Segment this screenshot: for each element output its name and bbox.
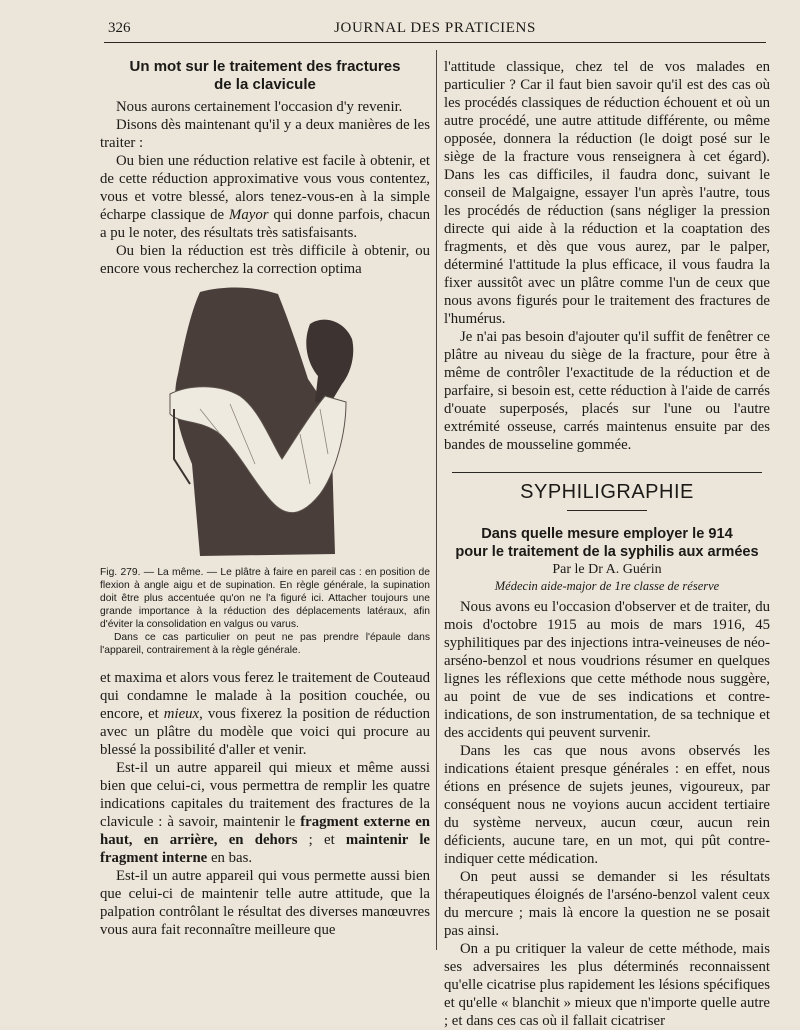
section-title: SYPHILIGRAPHIE: [452, 472, 762, 504]
paragraph: [100, 759, 430, 867]
author-byline: Par le Dr A. Guérin: [552, 562, 662, 577]
bold-text: fragment externe en haut, en arrière, en dehors: [100, 814, 430, 848]
figure-illustration: [100, 284, 430, 562]
page-number: 326: [108, 20, 131, 36]
article-title: [444, 525, 770, 561]
emphasis: Mayor: [229, 207, 269, 223]
section-rule: [567, 510, 647, 511]
author-rank: Médecin aide-major de 1re classe de réserve: [494, 579, 720, 593]
paragraph: Dans les cas que nous avons observés les indications étaient presque générales : en effet, nous étions en présence de sujets jeunes, vigoureux, par conséquent nous ne voyions aucun accident tertiaire du système nerveux, aucun cœur, aucun rein déficients, aucune tare, en un mot, qui pût contre-indiquer cette médication.: [444, 743, 770, 867]
column-divider: [436, 50, 437, 950]
article-title-line-2: pour le traitement de la syphilis aux armées: [455, 544, 759, 560]
paragraph: Nous aurons certainement l'occasion d'y revenir.: [116, 99, 403, 115]
text-run: qui donne parfois, chacun a pu le noter, des résultats très satisfaisants.: [100, 207, 431, 241]
paragraph: Ou bien la réduction est très difficile à obtenir, ou encore vous recherchez la correction optima: [100, 243, 430, 277]
figure-caption: [100, 566, 430, 657]
article-title-line-1: Dans quelle mesure employer le 914: [481, 526, 733, 542]
running-header: [100, 18, 770, 40]
text-run: ; et: [297, 832, 346, 848]
caption-text: Fig. 279. — La même. — Le plâtre à faire en pareil cas : en position de flexion à angle aigu et de supination. En règle générale, la supination doit être plus accentuée qu'on ne l'a figuré ici. Attacher toujours une grande importance à la réduction des déplacements latéraux, afin d'éviter la consolidation en valgus ou varus.: [100, 567, 430, 630]
text-run: Est-il un autre appareil qui mieux et même aussi bien que celui-ci, vous permettra de remplir les quatre indications capitales du traitement des fractures de la clavicule : à savoir, maintenir le: [100, 760, 430, 830]
paragraph: [100, 152, 430, 242]
header-rule: [104, 42, 766, 43]
emphasis: mieux: [163, 706, 200, 722]
paragraph: On peut aussi se demander si les résultats thérapeutiques éloignés de l'arséno-benzol valent ceux du mercure ; mais là encore la question ne se posait pas ainsi.: [444, 869, 770, 939]
paragraph: Est-il un autre appareil qui vous permette aussi bien que celui-ci de maintenir telle autre attitude, que la palpation contrôlant le résultat des diverses manœuvres vous aura fait reconnaître meilleure que: [100, 868, 430, 938]
paragraph: Disons dès maintenant qu'il y a deux manières de les traiter :: [100, 117, 430, 151]
article-title: [100, 58, 430, 94]
text-run: en bas.: [207, 850, 253, 866]
text-run: Ou bien une réduction relative est facile à obtenir, et de cette réduction approximative vous vous contentez, vous et votre blessé, alors tenez-vous-en à la simple écharpe classique de: [100, 153, 430, 223]
paragraph: Je n'ai pas besoin d'ajouter qu'il suffit de fenêtrer ce plâtre au niveau du siège de la fracture, pour être à même de contrôler l'exactitude de la réduction et de parfaire, si besoin est, cette réduction à l'aide de carrés d'ouate superposés, placés sur l'une ou l'autre extrémité osseuse, carrés maintenus ensuite par des bandes de mousseline gommée.: [444, 329, 770, 453]
paragraph: On a pu critiquer la valeur de cette méthode, mais ses adversaires les plus déterminés reconnaissent qu'elle cicatrise plus rapidement les lésions spécifiques et qu'elle « blanchit » mieux que n'importe quelle autre ; et dans ces cas où il fallait cicatriser: [444, 941, 770, 1029]
spacer: [444, 454, 770, 472]
text-run: et maxima et alors vous ferez le traitement de Couteaud qui condamne le malade à la position couchée, ou encore, et: [100, 670, 430, 722]
article-title-line-1: Un mot sur le traitement des fractures: [129, 58, 401, 75]
article-title-line-2: de la clavicule: [214, 76, 316, 93]
torso-cast-illustration: [160, 284, 370, 562]
journal-title: JOURNAL DES PRATICIENS: [334, 20, 536, 36]
bold-text: maintenir le fragment interne: [100, 832, 430, 866]
text-run: , vous fixerez la position de réduction avec un plâtre du modèle que voici qui procure au blessé la possibilité d'aller et venir.: [100, 706, 430, 758]
left-column: [100, 58, 430, 939]
paragraph: [100, 669, 430, 759]
right-column: [444, 58, 770, 1030]
paragraph: Nous avons eu l'occasion d'observer et de traiter, du mois d'octobre 1915 au mois de mars 1916, 45 syphilitiques par des injections intra-veineuses de néo-arséno-benzol et nous voudrions résumer en quelques lignes les réflexions que cette méthode nous suggère, au point de vue de ses indications et contre-indications, de son instrumentation, de sa technique et des accidents qui peuvent survenir.: [444, 599, 770, 741]
caption-note: Dans ce cas particulier on peut ne pas prendre l'épaule dans l'appareil, contrairement à la règle générale.: [100, 632, 430, 656]
paragraph: l'attitude classique, chez tel de vos malades en particulier ? Car il faut bien savoir qu'il est des cas où les procédés classiques de réduction échouent et où un autre procédé, une autre attitude différente, ou même opposée, donnera la réduction (le doigt posé sur le siège de la fracture vous renseignera à cet égard). Dans les cas difficiles, il faudra donc, suivant le conseil de Malgaigne, essayer l'un après l'autre, tous les procédés de réduction (sans négliger la pression directe qui aide à la réduction et la coaptation des fragments, et dès que vous aurez, par le palper, déterminé l'attitude la plus efficace, il vous faudra la fixer aussitôt avec un plâtre comme l'un de ceux que nous avons figurés pour le traitement des fractures de l'humérus.: [444, 59, 770, 327]
